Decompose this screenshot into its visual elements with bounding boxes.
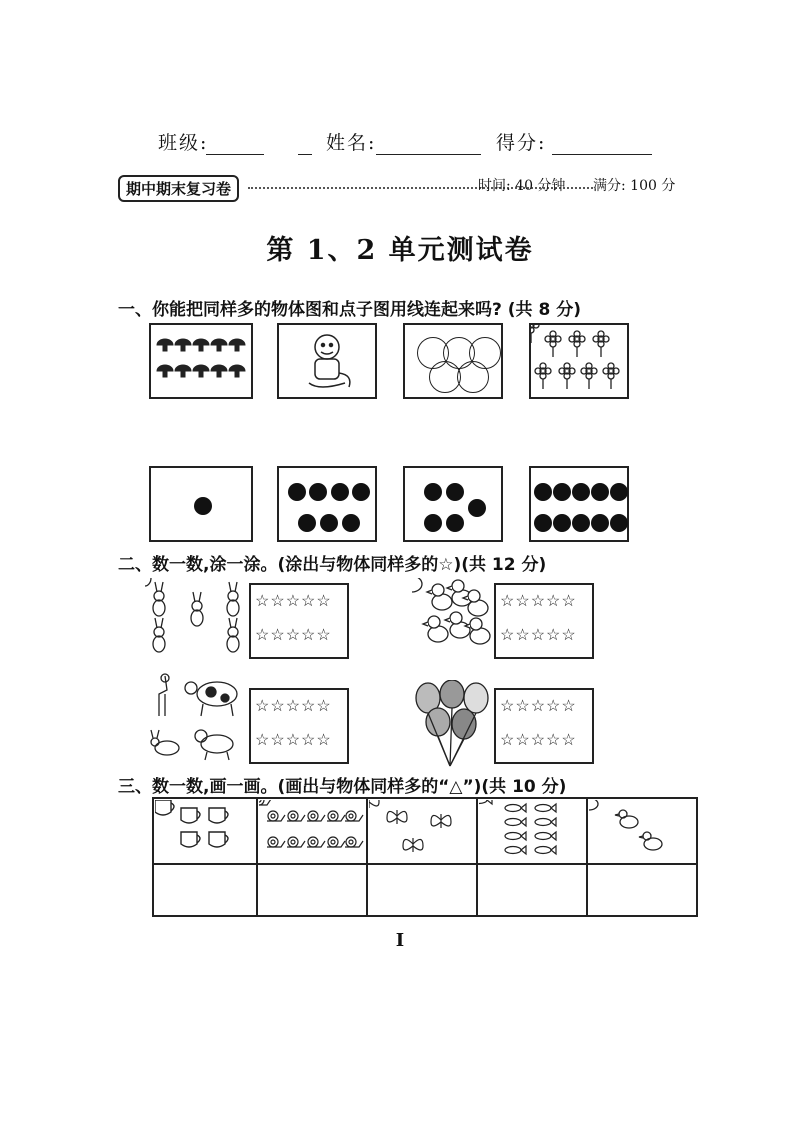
- name-field[interactable]: [376, 132, 481, 155]
- dot-mark: [424, 483, 442, 501]
- star-row[interactable]: ☆☆☆☆☆: [255, 591, 332, 610]
- dot-mark: [320, 514, 338, 532]
- section-3-heading: 三、数一数,画一画。(画出与物体同样多的“△”)(共 10 分): [118, 777, 567, 797]
- rabbit-group-icon: [145, 578, 245, 658]
- mushroom-group-icon: [151, 325, 251, 397]
- monkey-icon: [279, 325, 375, 397]
- dot-mark: [194, 497, 212, 515]
- flower-group-icon: [531, 325, 627, 397]
- birds-cell: [587, 798, 697, 864]
- draw-cell-2[interactable]: [257, 864, 367, 916]
- star-box-2[interactable]: [494, 583, 594, 659]
- star-box-4[interactable]: [494, 688, 594, 764]
- mushroom-box[interactable]: [149, 323, 253, 399]
- balloon-group-icon: [412, 680, 494, 770]
- star-row[interactable]: ☆☆☆☆☆: [255, 730, 332, 749]
- dot-mark: [288, 483, 306, 501]
- review-tag: 期中期末复习卷: [118, 175, 239, 202]
- circle-box[interactable]: [403, 323, 503, 399]
- section-1-heading: 一、你能把同样多的物体图和点子图用线连起来吗? (共 8 分): [118, 300, 581, 320]
- class-field-ext: [298, 132, 312, 155]
- snail-group-icon: [259, 800, 365, 858]
- fish-cell: [477, 798, 587, 864]
- circle-icon: [457, 361, 489, 393]
- star-row[interactable]: ☆☆☆☆☆: [500, 696, 577, 715]
- star-box-3[interactable]: [249, 688, 349, 764]
- dot-mark: [446, 514, 464, 532]
- page-number: I: [395, 930, 405, 951]
- dot-mark: [298, 514, 316, 532]
- draw-table: [152, 797, 698, 917]
- dot-mark: [591, 483, 609, 501]
- dot-mark: [534, 514, 552, 532]
- full-score: 满分: 100 分: [593, 178, 676, 194]
- score-label: 得分:: [496, 132, 547, 154]
- name-label: 姓名:: [326, 132, 377, 154]
- chick-group-icon: [412, 578, 494, 658]
- score-field[interactable]: [552, 132, 652, 155]
- draw-cell-3[interactable]: [367, 864, 477, 916]
- dot-mark: [572, 483, 590, 501]
- star-row[interactable]: ☆☆☆☆☆: [500, 591, 577, 610]
- cups-cell: [153, 798, 257, 864]
- dot-box-4[interactable]: [529, 466, 629, 542]
- draw-cell-4[interactable]: [477, 864, 587, 916]
- dot-mark: [553, 514, 571, 532]
- draw-cell-1[interactable]: [153, 864, 257, 916]
- dot-mark: [534, 483, 552, 501]
- tag-row: [118, 175, 693, 201]
- butterfly-group-icon: [369, 800, 475, 858]
- draw-cell-5[interactable]: [587, 864, 697, 916]
- star-row[interactable]: ☆☆☆☆☆: [500, 730, 577, 749]
- dot-mark: [468, 499, 486, 517]
- class-field[interactable]: [206, 132, 264, 155]
- dot-mark: [572, 514, 590, 532]
- dot-mark: [553, 483, 571, 501]
- star-row[interactable]: ☆☆☆☆☆: [500, 625, 577, 644]
- flower-box[interactable]: [529, 323, 629, 399]
- dot-mark: [591, 514, 609, 532]
- class-label: 班级:: [158, 132, 209, 154]
- dot-mark: [610, 514, 628, 532]
- dot-mark: [610, 483, 628, 501]
- monkey-box[interactable]: [277, 323, 377, 399]
- dot-box-2[interactable]: [277, 466, 377, 542]
- dot-mark: [446, 483, 464, 501]
- dot-box-1[interactable]: [149, 466, 253, 542]
- dot-box-3[interactable]: [403, 466, 503, 542]
- fish-group-icon: [479, 800, 585, 858]
- snails-cell: [257, 798, 367, 864]
- dot-mark: [309, 483, 327, 501]
- page-title: 第 1、2 单元测试卷: [266, 235, 534, 266]
- butterflies-cell: [367, 798, 477, 864]
- dot-mark: [352, 483, 370, 501]
- section-2-heading: 二、数一数,涂一涂。(涂出与物体同样多的☆)(共 12 分): [118, 555, 547, 575]
- dot-mark: [342, 514, 360, 532]
- animal-group-icon: [145, 672, 245, 762]
- star-row[interactable]: ☆☆☆☆☆: [255, 625, 332, 644]
- cup-group-icon: [155, 800, 255, 858]
- bird-group-icon: [589, 800, 695, 858]
- time-limit: 时间: 40 分钟: [478, 178, 566, 194]
- star-row[interactable]: ☆☆☆☆☆: [255, 696, 332, 715]
- star-box-1[interactable]: [249, 583, 349, 659]
- dot-mark: [331, 483, 349, 501]
- dot-mark: [424, 514, 442, 532]
